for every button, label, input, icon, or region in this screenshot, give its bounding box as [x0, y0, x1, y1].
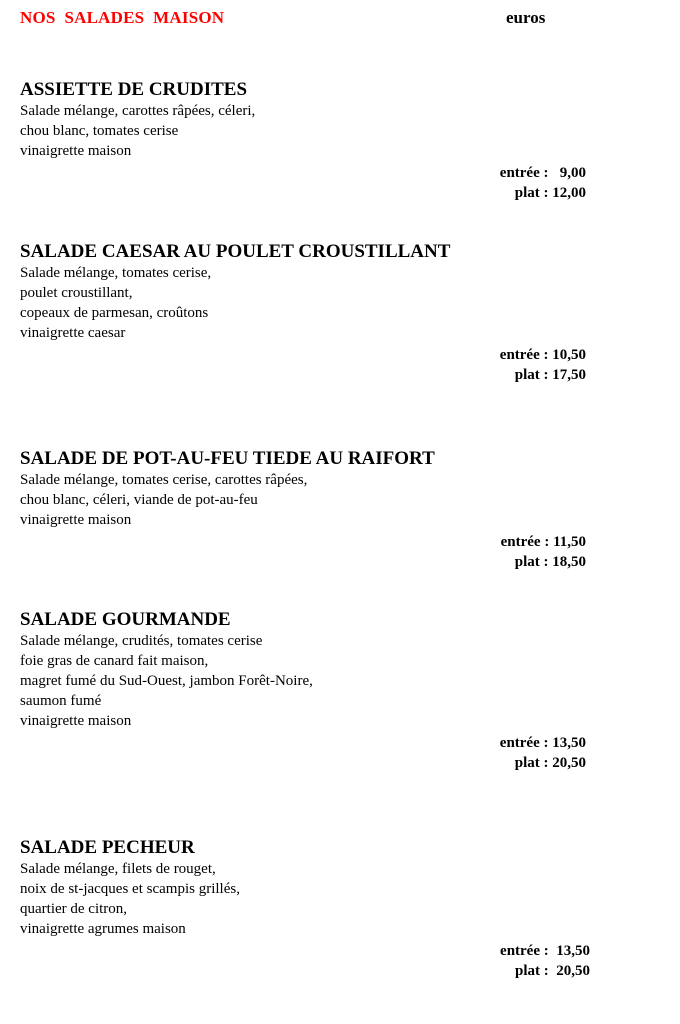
dish-description-line: Salade mélange, filets de rouget,: [20, 861, 216, 877]
price-block: [20, 733, 586, 773]
dish-description-line: vinaigrette caesar: [20, 325, 126, 341]
dish-description-line: Salade mélange, crudités, tomates cerise: [20, 633, 263, 649]
dish-name: SALADE CAESAR AU POULET CROUSTILLANT: [20, 241, 451, 262]
dish-description-line: poulet croustillant,: [20, 285, 133, 301]
entree-price: entrée : 13,50: [500, 943, 590, 959]
dish-name: SALADE DE POT-AU-FEU TIEDE AU RAIFORT: [20, 448, 435, 469]
dish-description-line: magret fumé du Sud-Ouest, jambon Forêt-Noire,: [20, 673, 313, 689]
dish-description-line: quartier de citron,: [20, 901, 128, 917]
dish-description-line: vinaigrette agrumes maison: [20, 921, 186, 937]
price-block: [20, 345, 586, 385]
dish-description-line: saumon fumé: [20, 693, 102, 709]
menu-item: [20, 241, 620, 385]
dish-name: ASSIETTE DE CRUDITES: [20, 79, 248, 100]
entree-price: entrée : 11,50: [500, 534, 586, 550]
entree-price: entrée : 10,50: [499, 347, 586, 363]
dish-description-line: noix de st-jacques et scampis grillés,: [20, 881, 240, 897]
dish-description-line: Salade mélange, tomates cerise,: [20, 265, 212, 281]
plat-price: plat : 12,00: [514, 185, 586, 201]
entree-price: entrée : 9,00: [499, 165, 586, 181]
entree-price: entrée : 13,50: [499, 735, 586, 751]
price-block: [20, 163, 586, 203]
price-block: [20, 941, 590, 981]
dish-description-line: vinaigrette maison: [20, 512, 132, 528]
dish-description-line: chou blanc, céleri, viande de pot-au-feu: [20, 492, 258, 508]
menu-item: [20, 448, 620, 572]
dish-description-line: vinaigrette maison: [20, 713, 132, 729]
plat-price: plat : 17,50: [514, 367, 586, 383]
menu-item: [20, 837, 620, 981]
dish-description-line: foie gras de canard fait maison,: [20, 653, 209, 669]
dish-name: SALADE GOURMANDE: [20, 609, 231, 630]
dish-description-line: vinaigrette maison: [20, 143, 132, 159]
dish-name: SALADE PECHEUR: [20, 837, 195, 858]
dish-description-line: copeaux de parmesan, croûtons: [20, 305, 209, 321]
plat-price: plat : 20,50: [514, 755, 586, 771]
dish-description-line: chou blanc, tomates cerise: [20, 123, 179, 139]
currency-label: euros: [506, 8, 546, 27]
plat-price: plat : 20,50: [515, 963, 590, 979]
page-title: NOS SALADES MAISON: [20, 8, 225, 27]
price-block: [20, 532, 586, 572]
dish-description-line: Salade mélange, tomates cerise, carottes râpées,: [20, 472, 308, 488]
plat-price: plat : 18,50: [514, 554, 586, 570]
dish-description-line: Salade mélange, carottes râpées, céleri,: [20, 103, 256, 119]
menu-item: [20, 609, 620, 773]
menu-item: [20, 79, 620, 203]
